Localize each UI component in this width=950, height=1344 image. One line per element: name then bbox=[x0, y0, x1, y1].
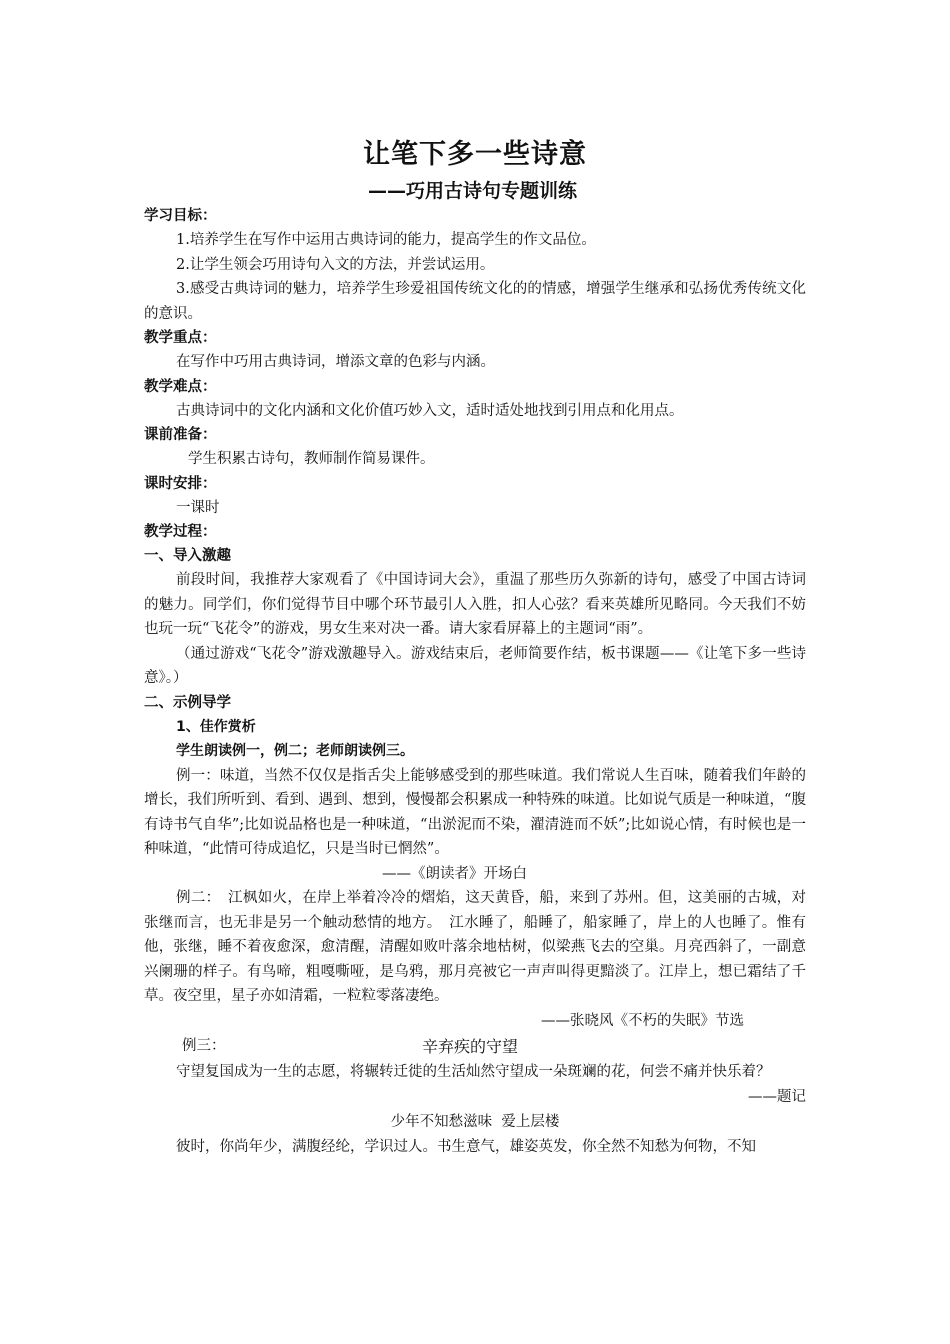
example-one-source: ——《朗读者》开场白 bbox=[382, 865, 527, 882]
section-heading: 一、导入激趣 bbox=[144, 548, 231, 564]
reading-instruction: 学生朗读例一，例二；老师朗读例三。 bbox=[176, 743, 414, 759]
objective-item: 3.感受古典诗词的魅力，培养学生珍爱祖国传统文化的的情感，增强学生继承和弘扬优秀传统文化的意识。 bbox=[144, 281, 806, 322]
section-heading: 二、示例导学 bbox=[144, 694, 231, 711]
objective-item: 2.让学生领会巧用诗句入文的方法，并尝试运用。 bbox=[176, 256, 495, 273]
key-point-text: 在写作中巧用古典诗词，增添文章的色彩与内涵。 bbox=[176, 354, 495, 370]
example-two-paragraph: 例二： 江枫如火，在岸上举着冷冷的熠焰，这天黄昏，船，来到了苏州。但，这美丽的古城，对张继而言，也无非是另一个触动愁情的地方。 江水睡了，船睡了，船家睡了，岸上的人也睡了。惟有他，张继，睡不着夜愈深，愈清醒，清醒如败叶落余地枯树，似梁燕飞去的空巢。月亮西斜了，一副意兴阑珊的样子。有鸟啼，粗嘎嘶哑，是乌鸦，那月亮被它一声声叫得更黯淡了。江岸上，想已霜结了千草。夜空里，星子亦如清霜，一粒粒零落凄绝。 bbox=[144, 890, 806, 1004]
intro-note-paragraph: （通过游戏“飞花令”游戏激趣导入。游戏结束后，老师简要作结，板书课题——《让笔下多一些诗意》。） bbox=[144, 645, 806, 686]
preparation-text: 学生积累古诗句，教师制作简易课件。 bbox=[188, 451, 435, 467]
difficulty-text: 古典诗词中的文化内涵和文化价值巧妙入文，适时适处地找到引用点和化用点。 bbox=[176, 402, 684, 419]
process-heading: 教学过程： bbox=[144, 524, 217, 540]
schedule-heading: 课时安排： bbox=[144, 475, 217, 492]
epigraph-attribution: ——题记 bbox=[748, 1088, 806, 1105]
difficulty-heading: 教学难点： bbox=[144, 378, 217, 395]
document-body bbox=[144, 204, 806, 1159]
page-title: 让笔下多一些诗意 bbox=[363, 139, 587, 170]
key-point-heading: 教学重点： bbox=[144, 330, 217, 346]
example-three-subheading: 少年不知愁滋味 爱上层楼 bbox=[390, 1113, 560, 1130]
example-two-source: ——张晓风《不朽的失眠》节选 bbox=[541, 1012, 744, 1029]
preparation-heading: 课前准备： bbox=[144, 427, 217, 443]
intro-paragraph: 前段时间，我推荐大家观看了《中国诗词大会》，重温了那些历久弥新的诗句，感受了中国古诗词的魅力。同学们，你们觉得节目中哪个环节最引人入胜，扣人心弦？看来英雄所见略同。今天我们不妨也玩一玩“飞花令”的游戏，男女生来对决一番。请大家看屏幕上的主题词“雨”。 bbox=[144, 572, 806, 637]
schedule-text: 一课时 bbox=[176, 499, 220, 516]
objectives-heading: 学习目标： bbox=[144, 208, 217, 224]
example-one-paragraph: 例一：味道，当然不仅仅是指舌尖上能够感受到的那些味道。我们常说人生百味，随着我们年龄的增长，我们所听到、看到、遇到、想到，慢慢都会积累成一种特殊的味道。比如说气质是一种味道，“腹有诗书气自华”;比如说品格也是一种味道，“出淤泥而不染，濯清涟而不妖”;比如说心情，有时候也是一种味道，“此情可待成追忆，只是当时已惘然”。 bbox=[144, 767, 806, 857]
page-subtitle: ——巧用古诗句专题训练 bbox=[368, 180, 578, 202]
example-three-label: 例三： bbox=[182, 1038, 226, 1054]
objective-item: 1.培养学生在写作中运用古典诗词的能力，提高学生的作文品位。 bbox=[176, 232, 596, 248]
example-three-header bbox=[144, 1033, 806, 1060]
example-three-title: 辛弃疾的守望 bbox=[422, 1037, 519, 1056]
subsection-heading: 1、佳作赏析 bbox=[176, 718, 256, 735]
example-three-epigraph: 守望复国成为一生的志愿，将辗转迁徙的生活灿然守望成一朵斑斓的花，何尝不痛并快乐着？ bbox=[176, 1064, 771, 1080]
example-three-paragraph: 彼时，你尚年少，满腹经纶，学识过人。书生意气，雄姿英发，你全然不知愁为何物，不知 bbox=[176, 1138, 756, 1155]
